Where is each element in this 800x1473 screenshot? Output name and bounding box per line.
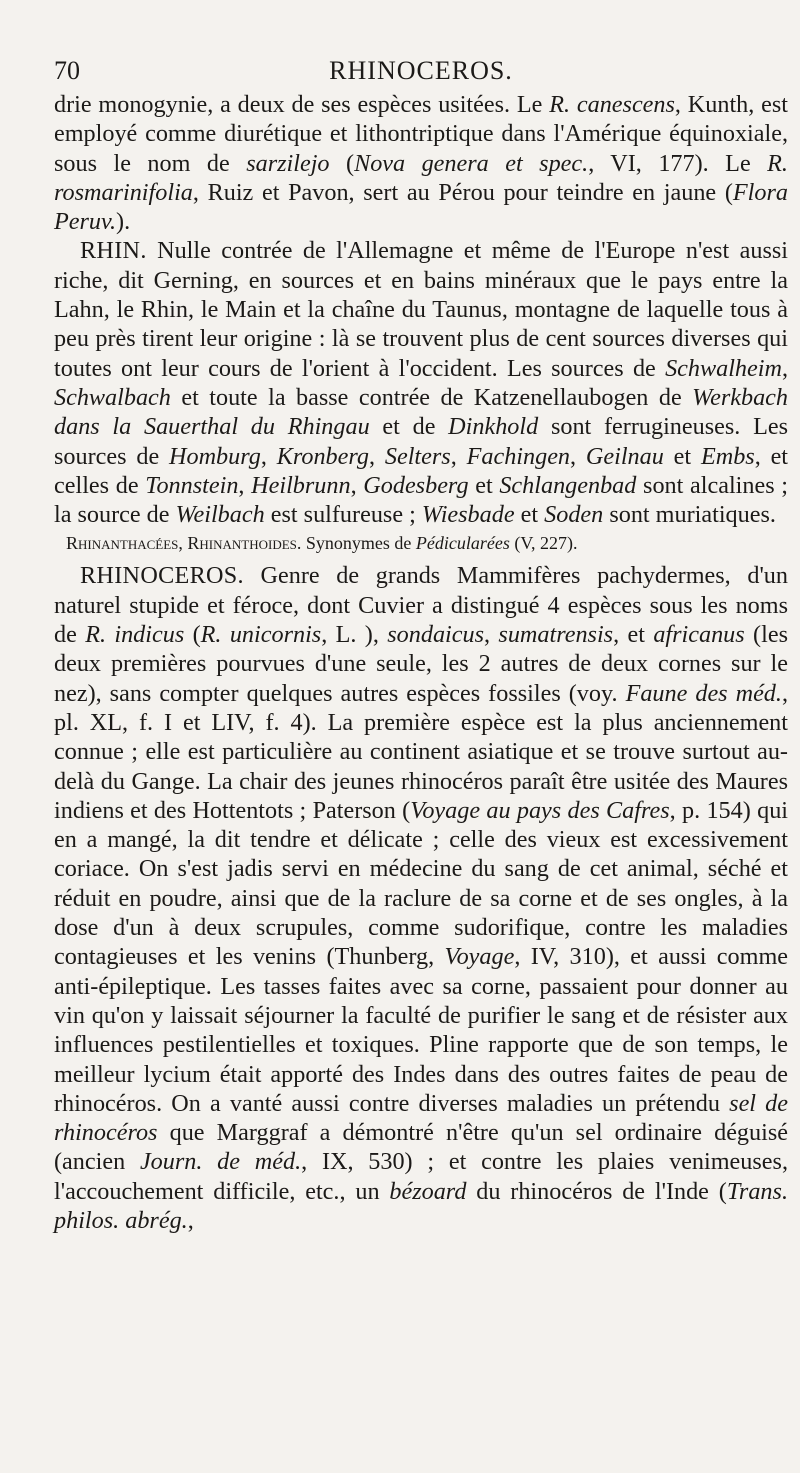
italic-run: R. canescens	[549, 91, 675, 118]
continuation-paragraph	[54, 90, 788, 236]
text-run: Genre de grands Mammifères pachydermes, d'un naturel stupide et féroce, dont Cuvier a distingué 4 espèces sous les noms de	[54, 562, 788, 649]
italic-run: Selters	[384, 442, 451, 470]
italic-run: Heilbrunn	[251, 471, 351, 499]
text-run: et	[468, 471, 500, 499]
text-run: est sulfureuse ;	[264, 501, 422, 529]
text-run: ,	[450, 442, 467, 470]
italic-run: sumatrensis	[498, 621, 614, 649]
rhinanthacees-note	[54, 531, 788, 555]
text-run: ).	[116, 208, 131, 236]
rhinoceros-entry	[54, 561, 788, 1235]
entry-headword: RHIN.	[80, 237, 147, 265]
italic-run: Kronberg	[276, 442, 369, 470]
italic-run: Werkbach dans la Sauerthal du Rhingau	[54, 383, 788, 441]
italic-run: Trans. philos. abrég.	[54, 1177, 788, 1234]
italic-run: Weilbach	[175, 501, 265, 529]
text-run: et toute la basse contrée de Katzenellaubogen de	[170, 383, 693, 411]
text-run: ,	[570, 442, 586, 470]
text-run: , p. 154) qui en a mangé, la dit tendre et délicate ; celle des vieux est excessivement coriace. On s'est jadis servi en médecine du sang de cet animal, séché et réduit en poudre, ainsi que de la raclure de sa corne et de ses ongles, à la dose d'un à deux scrupules, comme sudorifique, contre les maladies contagieuses et les venins (Thunberg,	[54, 796, 789, 971]
italic-run: Geilnau	[585, 442, 664, 470]
text-run: sont alcalines ; la source de	[54, 471, 789, 529]
text-run: , Ruiz et Pavon, sert au Pérou pour teindre en jaune (	[192, 178, 733, 206]
page-header	[54, 56, 788, 90]
italic-run: Fachingen	[466, 442, 571, 470]
italic-run: R. unicornis	[200, 621, 322, 649]
text-run: , VI, 177). Le	[588, 149, 768, 177]
text-run: ,	[781, 354, 788, 382]
italic-run: Tonnstein	[145, 471, 239, 499]
text-run: ,	[187, 1206, 194, 1234]
text-run: Nulle contrée de l'Allemagne et même de l'Europe n'est aussi riche, dit Gerning, en sources et en bains minéraux que le pays entre la Lahn, le Rhin, le Main et la chaîne du Taunus, montagne de laquelle tous à peu près tirent leur origine : là se trouvent plus de cent sources diverses qui toutes ont leur cours de l'orient à l'occident. Les sources de	[54, 237, 788, 382]
text-run: sont ferrugineuses. Les sources de	[54, 413, 788, 470]
text-run: ,	[238, 471, 252, 499]
italic-run: Homburg	[169, 442, 261, 470]
italic-run: Embs	[700, 442, 755, 470]
small-caps-run: Rhinanthoides	[187, 533, 297, 554]
text-run: (	[329, 149, 355, 177]
rhin-entry	[54, 236, 788, 529]
text-run: ,	[484, 621, 499, 649]
text-run: ,	[260, 442, 277, 470]
entry-headword: RHINOCEROS.	[80, 562, 244, 590]
italic-run: Wiesbade	[421, 501, 515, 529]
text-run: du rhinocéros de l'Inde (	[466, 1177, 727, 1205]
body-text	[54, 90, 788, 1235]
italic-run: Schwalbach	[54, 383, 171, 411]
italic-run: Voyage	[444, 943, 515, 971]
italic-run: Journ. de méd.	[139, 1148, 302, 1176]
italic-run: Schwalheim	[665, 354, 782, 382]
text-run: et	[514, 501, 545, 529]
italic-run: Nova genera et spec.	[354, 149, 589, 177]
italic-run: R. indicus	[85, 621, 185, 649]
italic-run: sarzilejo	[246, 149, 330, 177]
text-run: et	[663, 442, 701, 470]
italic-run: Pédicularées	[415, 533, 510, 554]
italic-run: africanus	[653, 621, 745, 649]
italic-run: Flora Peruv.	[54, 178, 788, 236]
italic-run: R. rosmarinifolia	[54, 149, 788, 206]
text-run: , Kunth, est employé comme diurétique et lithontriptique dans l'Amérique équinoxiale, sous le nom de	[54, 91, 788, 177]
italic-run: sel de rhinocéros	[54, 1089, 789, 1147]
text-run: que Marggraf a démontré n'être qu'un sel ordinaire déguisé (ancien	[54, 1119, 788, 1176]
small-caps-run: Rhinanthacées	[66, 533, 179, 554]
text-run: , IX, 530) ; et contre les plaies venimeuses, l'accouchement difficile, etc., un	[54, 1148, 788, 1205]
text-run: drie monogynie, a deux de ses espèces usitées. Le	[54, 91, 550, 118]
text-run: ,	[350, 471, 364, 499]
text-run: sont muriatiques.	[603, 501, 776, 529]
page-number: 70	[54, 56, 80, 85]
italic-run: Dinkhold	[448, 413, 539, 441]
text-run: (V, 227).	[509, 533, 578, 554]
text-run: , et	[613, 621, 654, 649]
text-run: , et celles de	[54, 442, 789, 499]
italic-run: Schlangenbad	[499, 471, 637, 499]
text-run: , pl. XL, f. I et LIV, f. 4). La première espèce est la plus anciennement connue ; elle est particulière au continent asiatique et se trouve surtout au-delà du Gange. La chair des jeunes rhinocéros paraît être usitée des Maures indiens et des Hottentots ; Paterson (	[54, 679, 788, 824]
italic-run: Voyage au pays des Cafres	[410, 796, 670, 824]
running-title: RHINOCEROS.	[329, 56, 513, 85]
italic-run: bézoard	[389, 1177, 467, 1205]
text-run: ,	[369, 442, 385, 470]
text-run: . Synonymes de	[296, 533, 416, 554]
text-run: , IV, 310), et aussi comme anti-épileptique. Les tasses faites avec sa corne, passaient pour donner au vin qu'on y laissait séjourner la faculté de purifier le sang et de résister aux influences pestilentielles et toxiques. Pline rapporte que de son temps, le meilleur lycium était apporté des Indes dans des outres faites de peau de rhinocéros. On a vanté aussi contre diverses maladies un prétendu	[54, 943, 788, 1117]
italic-run: Soden	[544, 501, 604, 529]
italic-run: Godesberg	[363, 471, 469, 499]
text-run: (	[184, 621, 201, 649]
text-run: ,	[178, 533, 188, 554]
text-run: et de	[369, 413, 449, 441]
text-run: (les deux premières pourvues d'une seule, les 2 autres de deux cornes sur le nez), sans compter quelques autres espèces fossiles (voy.	[54, 621, 788, 707]
text-run: , L. ),	[321, 621, 388, 649]
italic-run: Faune des méd.	[625, 679, 782, 707]
italic-run: sondaicus	[387, 621, 484, 649]
